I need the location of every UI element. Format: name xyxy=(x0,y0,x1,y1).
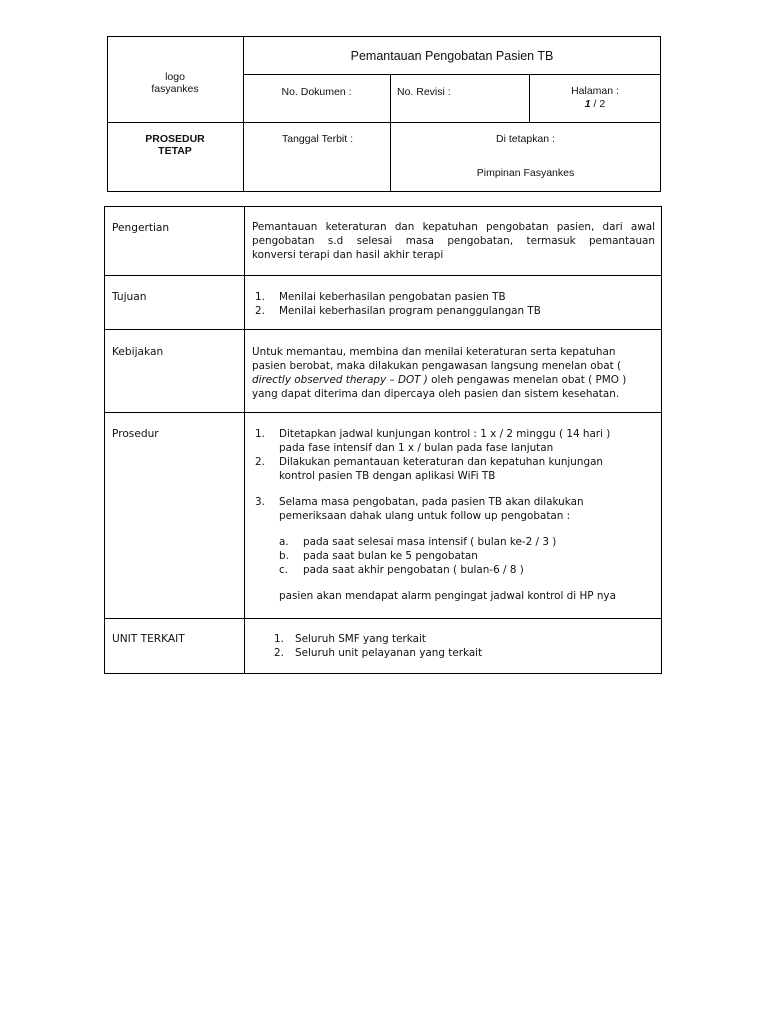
ditetapkan-label: Di tetapkan : xyxy=(496,133,555,145)
unit-terkait-label: UNIT TERKAIT xyxy=(112,633,185,645)
page-title: Pemantauan Pengobatan Pasien TB xyxy=(350,49,554,63)
kebijakan-line-3-rest: oleh pengawas menelan obat ( PMO ) xyxy=(427,374,627,386)
kebijakan-line-3 xyxy=(252,373,657,387)
no-dokumen-label: No. Dokumen : xyxy=(281,86,352,98)
subitem-letter: b. xyxy=(279,550,289,562)
prosedur-sublist xyxy=(255,535,657,577)
kebijakan-line-1: Untuk memantau, membina dan menilai keteraturan serta kepatuhan xyxy=(252,346,616,358)
prosedur-item-3-line-2: pemeriksaan dahak ulang untuk follow up pengobatan : xyxy=(279,510,571,522)
subitem-letter: c. xyxy=(279,564,289,576)
no-revisi-label: No. Revisi : xyxy=(397,86,451,98)
prosedur-subitem xyxy=(279,535,657,549)
unit-terkait-list xyxy=(274,632,654,660)
tujuan-item-num: 2. xyxy=(255,305,265,317)
pengertian-label: Pengertian xyxy=(112,222,170,234)
dot-term: directly observed therapy – DOT ) xyxy=(252,374,428,386)
tujuan-item-num: 1. xyxy=(255,291,265,303)
prosedur-note: pasien akan mendapat alarm pengingat jadwal kontrol di HP nya xyxy=(279,590,616,602)
prosedur-subitem xyxy=(279,549,657,563)
halaman-total: / 2 xyxy=(593,98,606,110)
tanggal-terbit-label: Tanggal Terbit : xyxy=(282,133,354,145)
pengertian-line-1: Pemantauan keteraturan dan kepatuhan pengobatan pasien, dari awal xyxy=(252,221,655,233)
unit-item-text: Seluruh SMF yang terkait xyxy=(295,633,426,645)
tujuan-label: Tujuan xyxy=(112,291,147,303)
prosedur-list xyxy=(255,427,657,603)
row-divider-4 xyxy=(105,618,661,619)
unit-item-text: Seluruh unit pelayanan yang terkait xyxy=(295,647,483,659)
prosedur-item-3-line-1: Selama masa pengobatan, pada pasien TB akan dilakukan xyxy=(279,496,584,508)
header-title-divider xyxy=(243,74,661,75)
prosedur-item-2 xyxy=(255,455,657,483)
pimpinan-label: Pimpinan Fasyankes xyxy=(476,167,575,179)
prosedur-item-2-line-1: Dilakukan pemantauan keteraturan dan kepatuhan kunjungan xyxy=(279,456,604,468)
prosedur-item-2-line-2: kontrol pasien TB dengan aplikasi WiFi TB xyxy=(279,470,496,482)
halaman-label: Halaman : xyxy=(571,85,619,97)
prosedur-item-1-line-2: pada fase intensif dan 1 x / bulan pada fase lanjutan xyxy=(279,442,554,454)
tujuan-item-text: Menilai keberhasilan pengobatan pasien TB xyxy=(279,291,506,303)
kebijakan-label: Kebijakan xyxy=(112,346,164,358)
subitem-letter: a. xyxy=(279,536,289,548)
prosedur-item-num: 2. xyxy=(255,456,265,468)
tujuan-item xyxy=(255,290,655,304)
logo-line1: logo xyxy=(165,71,185,83)
prosedur-label: Prosedur xyxy=(112,428,159,440)
halaman-current: 1 xyxy=(584,98,591,110)
body-col-divider xyxy=(244,207,245,673)
row-divider-3 xyxy=(105,412,661,413)
logo-placeholder xyxy=(108,71,242,95)
kebijakan-line-4: yang dapat diterima dan dipercaya oleh pasien dan sistem kesehatan. xyxy=(252,388,620,400)
prosedur-item-1 xyxy=(255,427,657,455)
subitem-text: pada saat selesai masa intensif ( bulan ke-2 / 3 ) xyxy=(303,536,557,548)
prosedur-item-num: 3. xyxy=(255,496,265,508)
header-row-divider xyxy=(108,122,661,123)
unit-item xyxy=(274,632,654,646)
kebijakan-text xyxy=(252,345,657,401)
pengertian-text xyxy=(252,220,655,262)
row-divider-2 xyxy=(105,329,661,330)
prosedur-line1: PROSEDUR xyxy=(145,133,205,145)
pengertian-line-3: konversi terapi dan hasil akhir terapi xyxy=(252,249,444,261)
row-divider-1 xyxy=(105,275,661,276)
prosedur-item-1-line-1: Ditetapkan jadwal kunjungan kontrol : 1 x / 2 minggu ( 14 hari ) xyxy=(279,428,611,440)
halaman-value xyxy=(529,98,661,111)
prosedur-item-num: 1. xyxy=(255,428,265,440)
subitem-text: pada saat akhir pengobatan ( bulan-6 / 8 ) xyxy=(303,564,524,576)
prosedur-tetap xyxy=(108,133,242,157)
prosedur-item-3 xyxy=(255,495,657,523)
subitem-text: pada saat bulan ke 5 pengobatan xyxy=(303,550,478,562)
unit-item-num: 1. xyxy=(274,633,284,645)
kebijakan-line-2: pasien berobat, maka dilakukan pengawasan langsung menelan obat ( xyxy=(252,360,622,372)
pengertian-line-2: pengobatan s.d selesai masa pengobatan, termasuk pemantauan xyxy=(252,235,655,247)
unit-item xyxy=(274,646,654,660)
tujuan-item xyxy=(255,304,655,318)
tujuan-item-text: Menilai keberhasilan program penanggulangan TB xyxy=(279,305,541,317)
prosedur-line2: TETAP xyxy=(158,145,192,157)
prosedur-subitem xyxy=(279,563,657,577)
halaman-block xyxy=(529,85,661,111)
tujuan-list xyxy=(255,290,655,318)
unit-item-num: 2. xyxy=(274,647,284,659)
logo-line2: fasyankes xyxy=(151,83,199,95)
